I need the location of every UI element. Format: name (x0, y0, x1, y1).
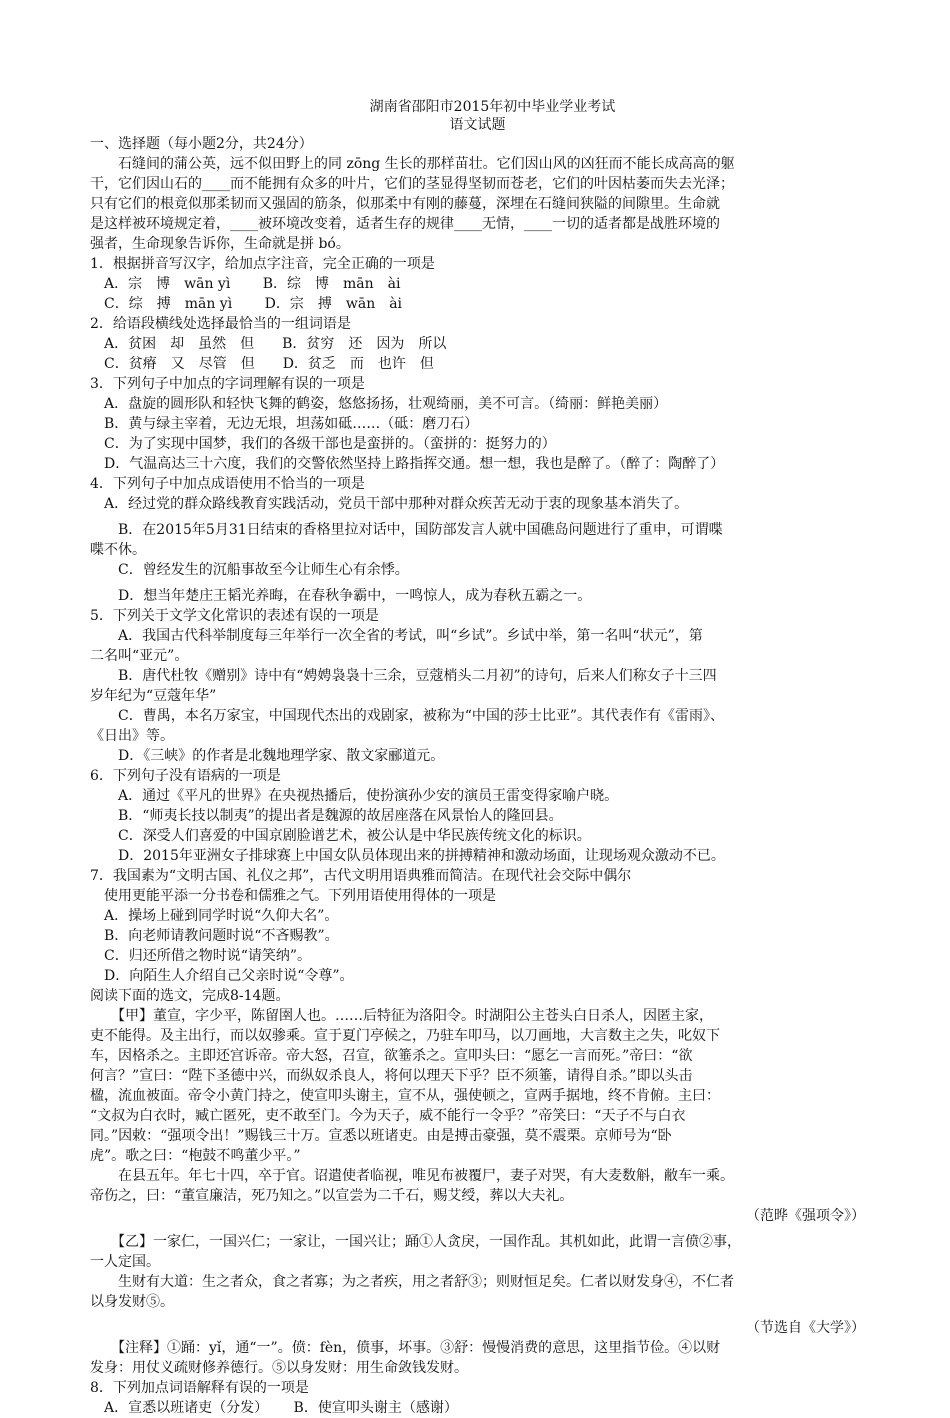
passage-a-line: 在县五年。年七十四，卒于官。诏遣使者临视，唯见布被覆尸，妻子对哭，有大麦数斛，敝车一乘。 (90, 1168, 734, 1184)
question-4-option-d: D．想当年楚庄王韬光养晦，在春秋争霸中，一鸣惊人，成为春秋五霸之一。 (90, 588, 592, 604)
question-5-option-b: B．唐代杜牧《赠别》诗中有“娉娉袅袅十三余，豆蔻梢头二月初”的诗句，后来人们称女子十三四 (90, 668, 717, 684)
passage-line: 是这样被环境规定着，____被环境改变着，适者生存的规律____无情，____一切的适者都是战胜环境的 (90, 216, 720, 232)
passage-line: 强者，生命现象告诉你，生命就是拼 bó。 (90, 236, 350, 252)
question-7-cont: 使用更能平添一分书卷和儒雅之气。下列用语使用得体的一项是 (90, 888, 496, 904)
question-5-option-d: D．《三峡》的作者是北魏地理学家、散文家郦道元。 (90, 748, 445, 764)
passage-a-line: 同。”因敕：“强项令出！”赐钱三十万。宣悉以班诸吏。由是搏击豪强，莫不震栗。京师号为“卧 (90, 1128, 672, 1144)
question-7-option-c: C．归还所借之物时说“请笑纳”。 (90, 948, 312, 964)
question-7: 7．我国素为“文明古国、礼仪之邦”，古代文明用语典雅而简洁。在现代社会交际中偶尔 (90, 868, 632, 884)
question-4: 4．下列句子中加点成语使用不恰当的一项是 (90, 476, 365, 492)
passage-a-line: 帝伤之，曰：“董宣廉洁，死乃知之。”以宣尝为二千石，赐艾绶，葬以大夫礼。 (90, 1188, 574, 1204)
question-7-option-a: A．操场上碰到同学时说“久仰大名”。 (90, 908, 339, 924)
question-4-option-a: A．经过党的群众路线教育实践活动，党员干部中那种对群众疾苦无动于衷的现象基本消失了。 (90, 496, 689, 512)
question-1: 1．根据拼音写汉字，给加点字注音，完全正确的一项是 (90, 256, 435, 272)
passage-a-line: 【甲】董宣，字少平，陈留圉人也。……后特征为洛阳令。时湖阳公主苍头白日杀人，因匿主家， (90, 1008, 713, 1024)
question-5-option-a-cont: 二名叫“亚元”。 (90, 648, 189, 664)
question-8: 8．下列加点词语解释有误的一项是 (90, 1380, 309, 1396)
question-3-option-a: A．盘旋的圆形队和轻快飞舞的鹤姿，悠悠扬扬，壮观绮丽，美不可言。（绮丽：鲜艳美丽） (90, 396, 668, 412)
passage-a-line: 楹，流血被面。帝令小黄门持之，使宣叩头谢主，宣不从，强使顿之，宣两手据地，终不肯俯。主曰： (90, 1088, 720, 1104)
passage-a-line: “文叔为白衣时，臧亡匿死，吏不敢至门。今为天子，威不能行一令乎？”帝笑曰：“天子不与白衣 (90, 1108, 686, 1124)
notes-line: 【注释】①踊：yǐ，通“一”。偾：fèn，偾事，坏事。③舒：慢慢消费的意思，这里指节俭。④以财 (90, 1340, 721, 1356)
passage-b-line: 以身发财⑤。 (90, 1294, 174, 1310)
question-7-option-d: D．向陌生人介绍自己父亲时说“令尊”。 (90, 968, 354, 984)
passage-a-line: 虎”。歌之曰：“枹鼓不鸣董少平。” (90, 1148, 301, 1164)
passage-line: 石缝间的蒲公英，远不似田野上的同 zōng 生长的那样苗壮。它们因山风的凶狂而不能长成高高的躯 (90, 156, 735, 172)
exam-page (90, 98, 865, 1418)
section-heading: 一、选择题（每小题2分，共24分） (90, 136, 313, 152)
question-5: 5．下列关于文学文化常识的表述有误的一项是 (90, 608, 379, 624)
question-3-option-b: B．黄与绿主宰着，无边无垠，坦荡如砥……（砥：磨刀石） (90, 416, 479, 432)
question-4-option-c: C．曾经发生的沉船事故至今让师生心有余悸。 (90, 562, 409, 578)
question-2: 2．给语段横线处选择最恰当的一组词语是 (90, 316, 351, 332)
question-1-options-cd: C．综 搏 mān yì D．宗 搏 wān ài (90, 296, 403, 312)
exam-title: 湖南省邵阳市2015年初中毕业学业考试 (369, 99, 616, 115)
passage-a-source: （范晔《强项令》） (746, 1208, 865, 1224)
passage-a-line: 吏不能得。及主出行，而以奴骖乘。宣于夏门亭候之，乃驻车叩马，以刀画地，大言数主之失，叱奴下 (90, 1028, 720, 1044)
question-4-option-b: B．在2015年5月31日结束的香格里拉对话中，国防部发言人就中国礁岛问题进行了重申，可谓喋 (90, 522, 723, 538)
passage-a-line: 何言？”宣曰：“陛下圣德中兴，而纵奴杀良人，将何以理天下乎？臣不须箠，请得自杀。”即以头击 (90, 1068, 693, 1084)
question-5-option-b-cont: 岁年纪为“豆蔻年华” (90, 688, 217, 704)
passage-b-line: 【乙】一家仁，一国兴仁；一家让，一国兴让；踊①人贪戾，一国作乱。其机如此，此谓一言偾②事， (90, 1234, 741, 1250)
question-3: 3．下列句子中加点的字词理解有误的一项是 (90, 376, 365, 392)
question-8-options-ab: A．宣悉以班诸吏（分发） B．使宣叩头谢主（感谢） (90, 1400, 458, 1416)
passage-line: 只有它们的根竟似那柔韧而又强固的筋条，似那柔中有刚的藤蔓，深埋在石缝间狭隘的间隙里。生命就 (90, 196, 720, 212)
question-7-option-b: B．向老师请教问题时说“不吝赐教”。 (90, 928, 339, 944)
passage-line: 干，它们因山石的____而不能拥有众多的叶片，它们的茎显得坚韧而苍老，它们的叶因枯萎而失去光泽； (90, 176, 734, 192)
question-1-options-ab: A．宗 博 wān yì B．综 博 mān ài (90, 276, 401, 292)
passage-b-line: 一人定国。 (90, 1254, 160, 1270)
question-6-option-c: C．深受人们喜爱的中国京剧脸谱艺术，被公认是中华民族传统文化的标识。 (90, 828, 591, 844)
question-6: 6．下列句子没有语病的一项是 (90, 768, 281, 784)
passage-a-line: 车，因格杀之。主即还宫诉帝。帝大怒，召宣，欲箠杀之。宣叩头曰：“愿乞一言而死。”帝曰：“欲 (90, 1048, 693, 1064)
notes-line: 发身：用仗义疏财修养德行。⑤以身发财：用生命敛钱发财。 (90, 1360, 468, 1376)
exam-subtitle: 语文试题 (449, 117, 506, 133)
question-3-option-d: D．气温高达三十六度，我们的交警依然坚持上路指挥交通。想一想，我也是醉了。（醉了：陶醉了） (90, 456, 725, 472)
question-2-options-cd: C．贫瘠 又 尽管 但 D．贫乏 而 也许 但 (90, 356, 434, 372)
question-5-option-c-cont: 《日出》等。 (90, 728, 174, 744)
question-4-option-b-cont: 喋不休。 (90, 542, 146, 558)
question-6-option-a: A．通过《平凡的世界》在央视热播后，使扮演孙少安的演员王雷变得家喻户晓。 (90, 788, 619, 804)
question-5-option-a: A．我国古代科举制度每三年举行一次全省的考试，叫“乡试”。乡试中举，第一名叫“状元”，第 (90, 628, 703, 644)
passage-b-source: （节选自《大学》） (746, 1320, 865, 1336)
question-6-option-b: B．“师夷长技以制夷”的提出者是魏源的故居座落在风景怡人的隆回县。 (90, 808, 563, 824)
passage-b-line: 生财有大道：生之者众，食之者寡；为之者疾，用之者舒③；则财恒足矣。仁者以财发身④，不仁者 (90, 1274, 734, 1290)
reading-instruction: 阅读下面的选文，完成8-14题。 (90, 988, 290, 1004)
question-5-option-c: C．曹禺，本名万家宝，中国现代杰出的戏剧家，被称为“中国的莎士比亚”。其代表作有《雷雨》、 (90, 708, 725, 724)
question-2-options-ab: A．贫困 却 虽然 但 B．贫穷 还 因为 所以 (90, 336, 447, 352)
question-3-option-c: C．为了实现中国梦，我们的各级干部也是蛮拼的。（蛮拼的：挺努力的） (90, 436, 556, 452)
question-6-option-d: D．2015年亚洲女子排球赛上中国女队员体现出来的拼搏精神和激动场面，让现场观众激动不已。 (90, 848, 725, 864)
